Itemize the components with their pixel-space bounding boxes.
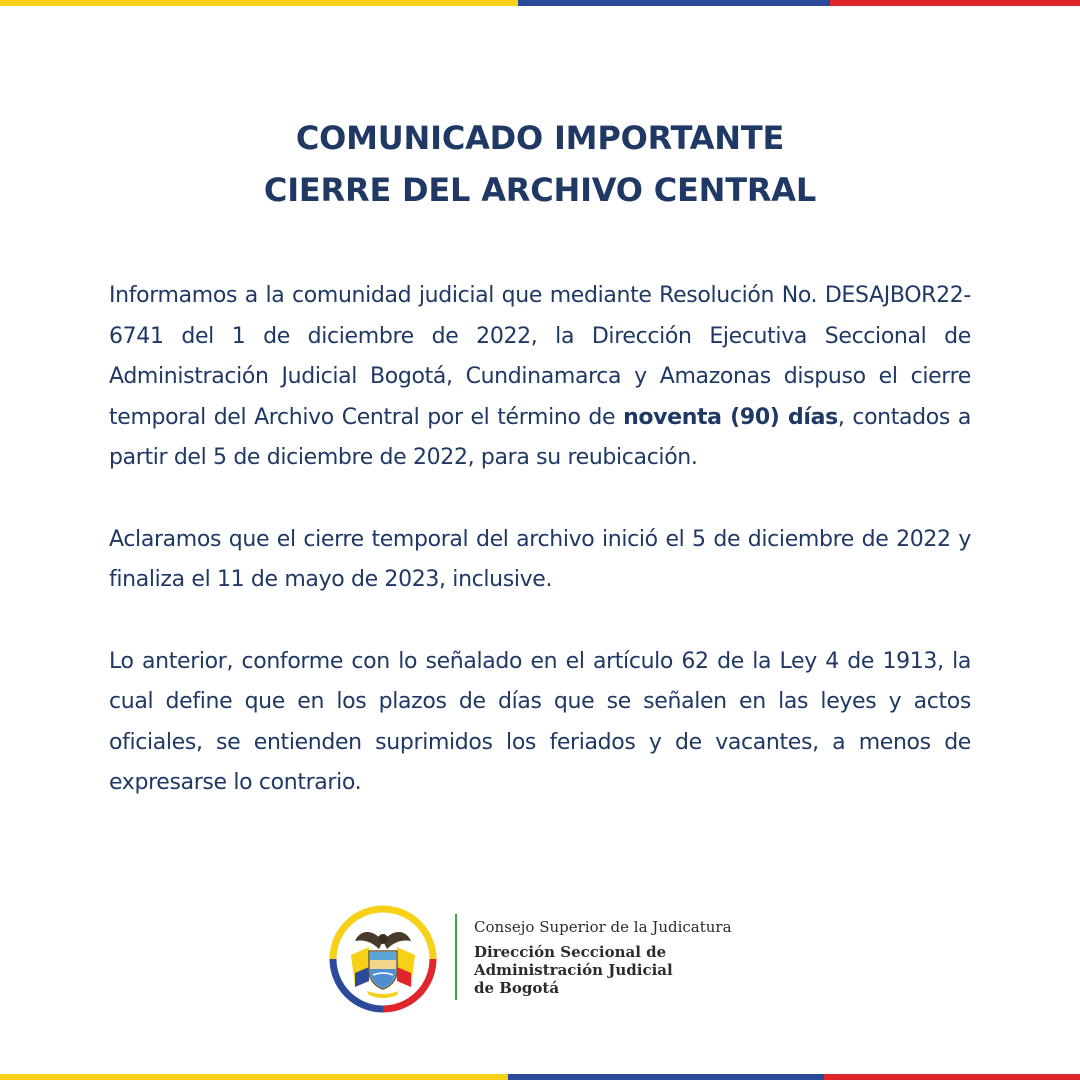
top-flag-stripe	[0, 0, 1080, 6]
stripe-blue	[508, 1074, 824, 1080]
title-line-2: CIERRE DEL ARCHIVO CENTRAL	[263, 171, 817, 209]
p1-text-start: Informamos a la comunidad judicial que mediante Resolución No. DESAJBOR22-6741 del 1 de diciembre de 2022, la Dirección Ejecutiva Seccional de Administración Judicial Bogotá, Cundinamarca y Amazonas dispuso el cierre temporal del Archivo Central por el término de	[109, 283, 971, 430]
stripe-red	[824, 1074, 1080, 1080]
stripe-yellow	[0, 1074, 508, 1080]
p1-text-end: , contados a partir del 5 de diciembre de 2022, para su reubicación.	[109, 404, 971, 470]
institution-name	[474, 915, 732, 997]
paragraph-3: Lo anterior, conforme con lo señalado en el artículo 62 de la Ley 4 de 1913, la cual define que en los plazos de días que se señalen en las leyes y actos oficiales, se entienden suprimidos los feriados y de vacantes, a menos de expresarse lo contrario.	[109, 648, 971, 795]
institution-line-2a: Dirección Seccional de	[474, 943, 667, 961]
stripe-blue	[518, 0, 830, 6]
colombia-coat-of-arms-icon	[329, 905, 437, 1013]
paragraph-2: Aclaramos que el cierre temporal del archivo inició el 5 de diciembre de 2022 y finaliza el 11 de mayo de 2023, inclusive.	[109, 526, 971, 592]
page-title	[0, 112, 1080, 216]
stripe-yellow	[0, 0, 518, 6]
institution-line-2c: de Bogotá	[474, 979, 560, 997]
title-line-1: COMUNICADO IMPORTANTE	[295, 119, 785, 157]
p1-bold-duration: noventa (90) días	[623, 404, 838, 430]
bottom-flag-stripe	[0, 1074, 1080, 1080]
institution-line-2b: Administración Judicial	[474, 961, 673, 979]
stripe-red	[830, 0, 1080, 6]
footer-divider	[455, 914, 457, 1000]
institution-line-1: Consejo Superior de la Judicatura	[474, 918, 732, 936]
announcement-body	[109, 276, 971, 845]
paragraph-1	[109, 276, 971, 479]
